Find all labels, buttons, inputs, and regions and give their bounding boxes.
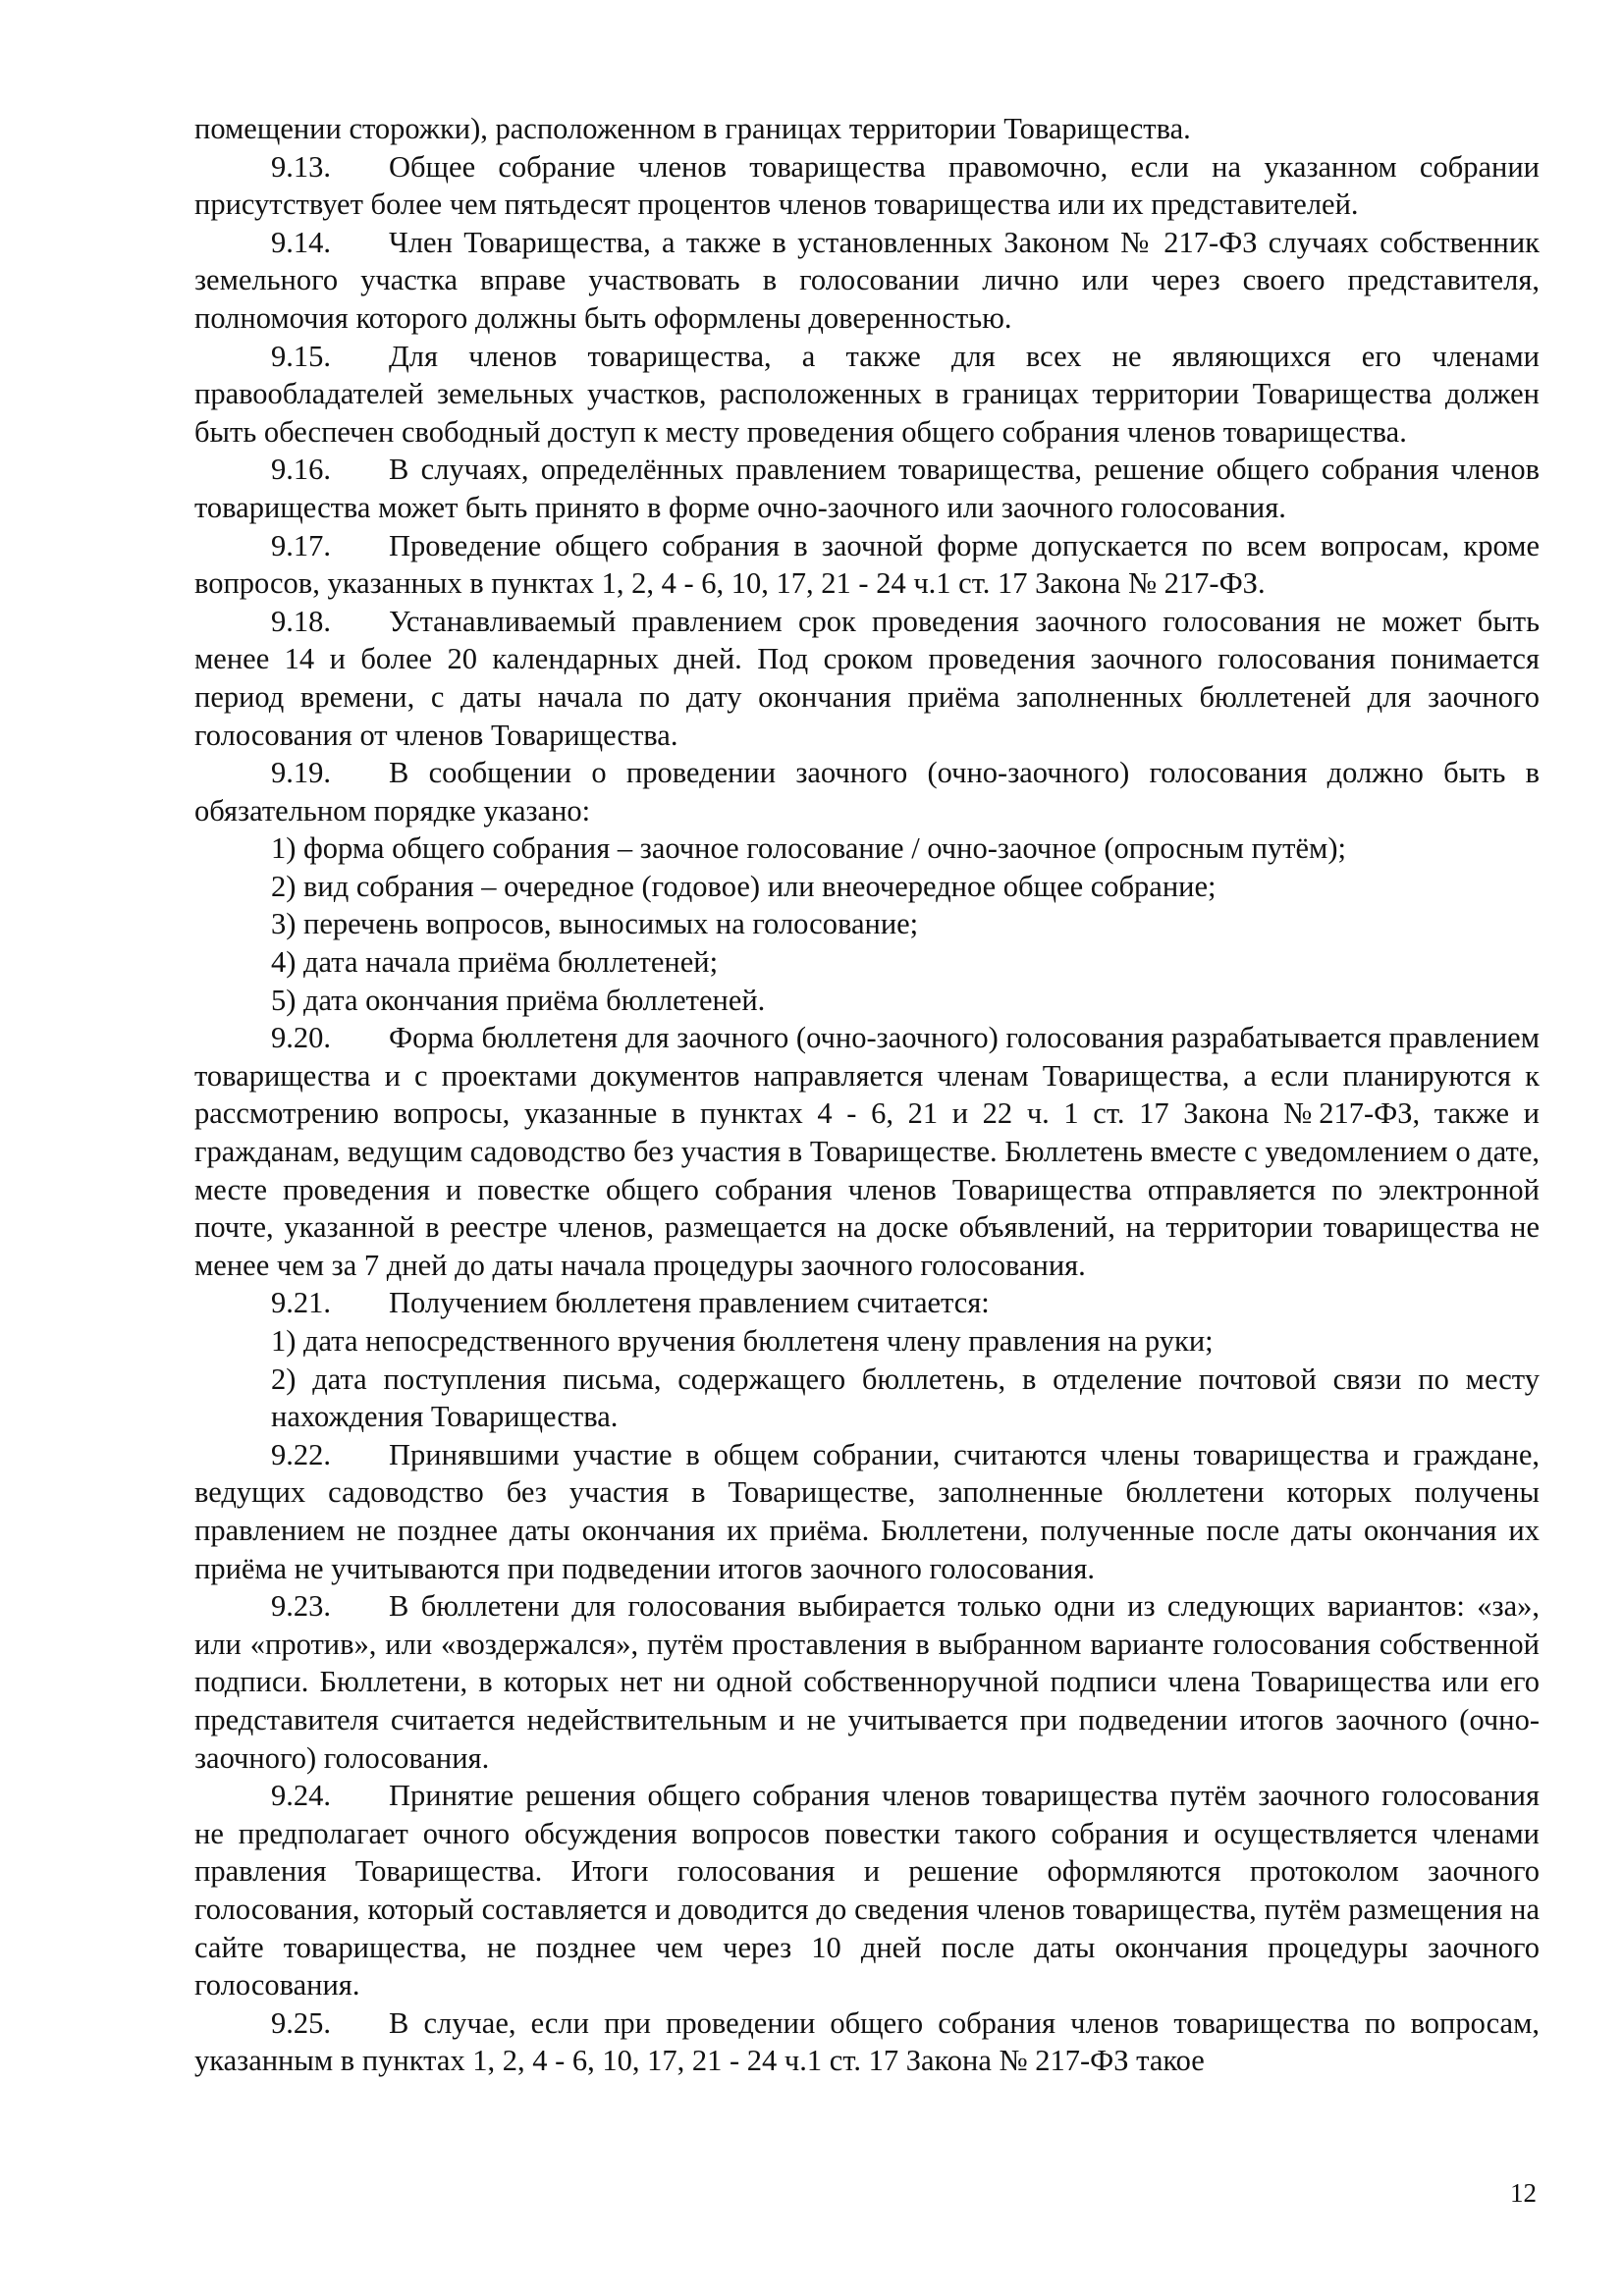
clause-9-19 (194, 754, 1540, 829)
clause-text: Принявшими участие в общем собрании, считаются члены товарищества и граждане, ведущих садоводство без участия в Товариществе, заполненные бюллетени которых получены правлением не позднее даты окончания их приёма. Бюллетени, полученные после даты окончания их приёма не учитываются при подведении итогов заочного голосования. (194, 1437, 1540, 1585)
clause-text: Получением бюллетеня правлением считается: (389, 1286, 990, 1320)
document-page (194, 110, 1540, 2080)
clause-text: Форма бюллетеня для заочного (очно-заочного) голосования разрабатывается правлением товарищества и с проектами документов направляется членам Товарищества, а если планируются к рассмотрению вопросы, указанные в пунктах 4 - 6, 21 и 22 ч. 1 ст. 17 Закона №217-ФЗ, также и гражданам, ведущим садоводство без участия в Товариществе. Бюллетень вместе с уведомлением о дате, месте проведения и повестке общего собрания членов Товарищества отправляется по электронной почте, указанной в реестре членов, размещается на доске объявлений, на территории товарищества не менее чем за 7 дней до даты начала процедуры заочного голосования. (194, 1021, 1540, 1282)
clause-9-13 (194, 148, 1540, 224)
clause-text: Общее собрание членов товарищества правомочно, если на указанном собрании присутствует более чем пятьдесят процентов членов товарищества или их представителей. (194, 149, 1540, 222)
clause-text: В случае, если при проведении общего собрания членов товарищества по вопросам, указанным в пунктах 1, 2, 4 - 6, 10, 17, 21 - 24 ч.1 ст. 17 Закона № 217-ФЗ такое (194, 2005, 1540, 2078)
clause-9-25 (194, 2004, 1540, 2080)
clause-9-17 (194, 527, 1540, 603)
clause-9-21 (194, 1284, 1540, 1322)
clause-9-20 (194, 1019, 1540, 1284)
clause-number: 9.19. (271, 756, 331, 790)
clause-number: 9.22. (271, 1437, 331, 1471)
clause-text: Принятие решения общего собрания членов товарищества путём заочного голосования не предполагает очного обсуждения вопросов повестки такого собрания и осуществляется членами правления Товарищества. Итоги голосования и решение оформляются протоколом заочного голосования, который составляется и доводится до сведения членов товарищества, путём размещения на сайте товарищества, не позднее чем через 10 дней после даты окончания процедуры заочного голосования. (194, 1779, 1540, 2002)
clause-text: В случаях, определённых правлением товарищества, решение общего собрания членов товарищества может быть принято в форме очно-заочного или заочного голосования. (194, 453, 1540, 524)
clause-9-14 (194, 224, 1540, 338)
clause-text: Член Товарищества, а также в установленных Законом № 217-ФЗ случаях собственник земельного участка вправе участвовать в голосовании лично или через своего представителя, полномочия которого должны быть оформлены доверенностью. (194, 225, 1540, 335)
clause-number: 9.14. (271, 225, 331, 259)
list-item: 3) перечень вопросов, выносимых на голосование; (271, 907, 919, 941)
clause-number: 9.21. (271, 1286, 331, 1320)
continued-text: помещении сторожки), расположенном в границах территории Товарищества. (194, 112, 1191, 145)
clause-9-18 (194, 603, 1540, 754)
clause-text: Для членов товарищества, а также для всех не являющихся его членами правообладателей земельных участков, расположенных в границах территории Товарищества должен быть обеспечен свободный доступ к месту проведения общего собрания членов товарищества. (194, 339, 1540, 449)
list-item: 4) дата начала приёма бюллетеней; (271, 945, 719, 980)
clause-9-22 (194, 1436, 1540, 1587)
clause-number: 9.23. (271, 1589, 331, 1624)
clause-text: Проведение общего собрания в заочной форме допускается по всем вопросам, кроме вопросов, указанных в пунктах 1, 2, 4 - 6, 10, 17, 21 - 24 ч.1 ст. 17 Закона № 217-ФЗ. (194, 528, 1540, 601)
list-item: 2) вид собрания – очередное (годовое) или внеочередное общее собрание; (271, 869, 1217, 903)
clause-9-24 (194, 1777, 1540, 2004)
clause-number: 9.25. (271, 2005, 331, 2040)
list-item: 2) дата поступления письма, содержащего бюллетень, в отделение почтовой связи по месту нахождения Товарищества. (271, 1362, 1540, 1434)
clause-text: Устанавливаемый правлением срок проведения заочного голосования не может быть менее 14 и более 20 календарных дней. Под сроком проведения заочного голосования понимается период времени, с даты начала по дату окончания приёма заполненных бюллетеней для заочного голосования от членов Товарищества. (194, 604, 1540, 752)
clause-number: 9.16. (271, 453, 331, 487)
list-item: 1) форма общего собрания – заочное голосование / очно-заочное (опросным путём); (271, 831, 1346, 866)
page-number: 12 (1510, 2178, 1537, 2208)
clause-number: 9.20. (271, 1021, 331, 1055)
list-item: 5) дата окончания приёма бюллетеней. (271, 983, 766, 1017)
clause-text: В бюллетени для голосования выбирается только одни из следующих вариантов: «за», или «против», или «воздержался», путём проставления в выбранном варианте голосования собственной подписи. Бюллетени, в которых нет ни одной собственноручной подписи члена Товарищества или его представителя считается недействительным и не учитывается при подведении итогов заочного (очно-заочного) голосования. (194, 1589, 1540, 1775)
clause-number: 9.18. (271, 604, 331, 638)
list-item: 1) дата непосредственного вручения бюллетеня члену правления на руки; (271, 1324, 1214, 1358)
clause-number: 9.24. (271, 1779, 331, 1813)
clause-9-16 (194, 451, 1540, 526)
clause-number: 9.17. (271, 528, 331, 562)
clause-text: В сообщении о проведении заочного (очно-заочного) голосования должно быть в обязательном порядке указано: (194, 756, 1540, 828)
clause-number: 9.13. (271, 149, 331, 184)
clause-number: 9.15. (271, 339, 331, 373)
clause-9-15 (194, 338, 1540, 452)
clause-9-23 (194, 1587, 1540, 1777)
